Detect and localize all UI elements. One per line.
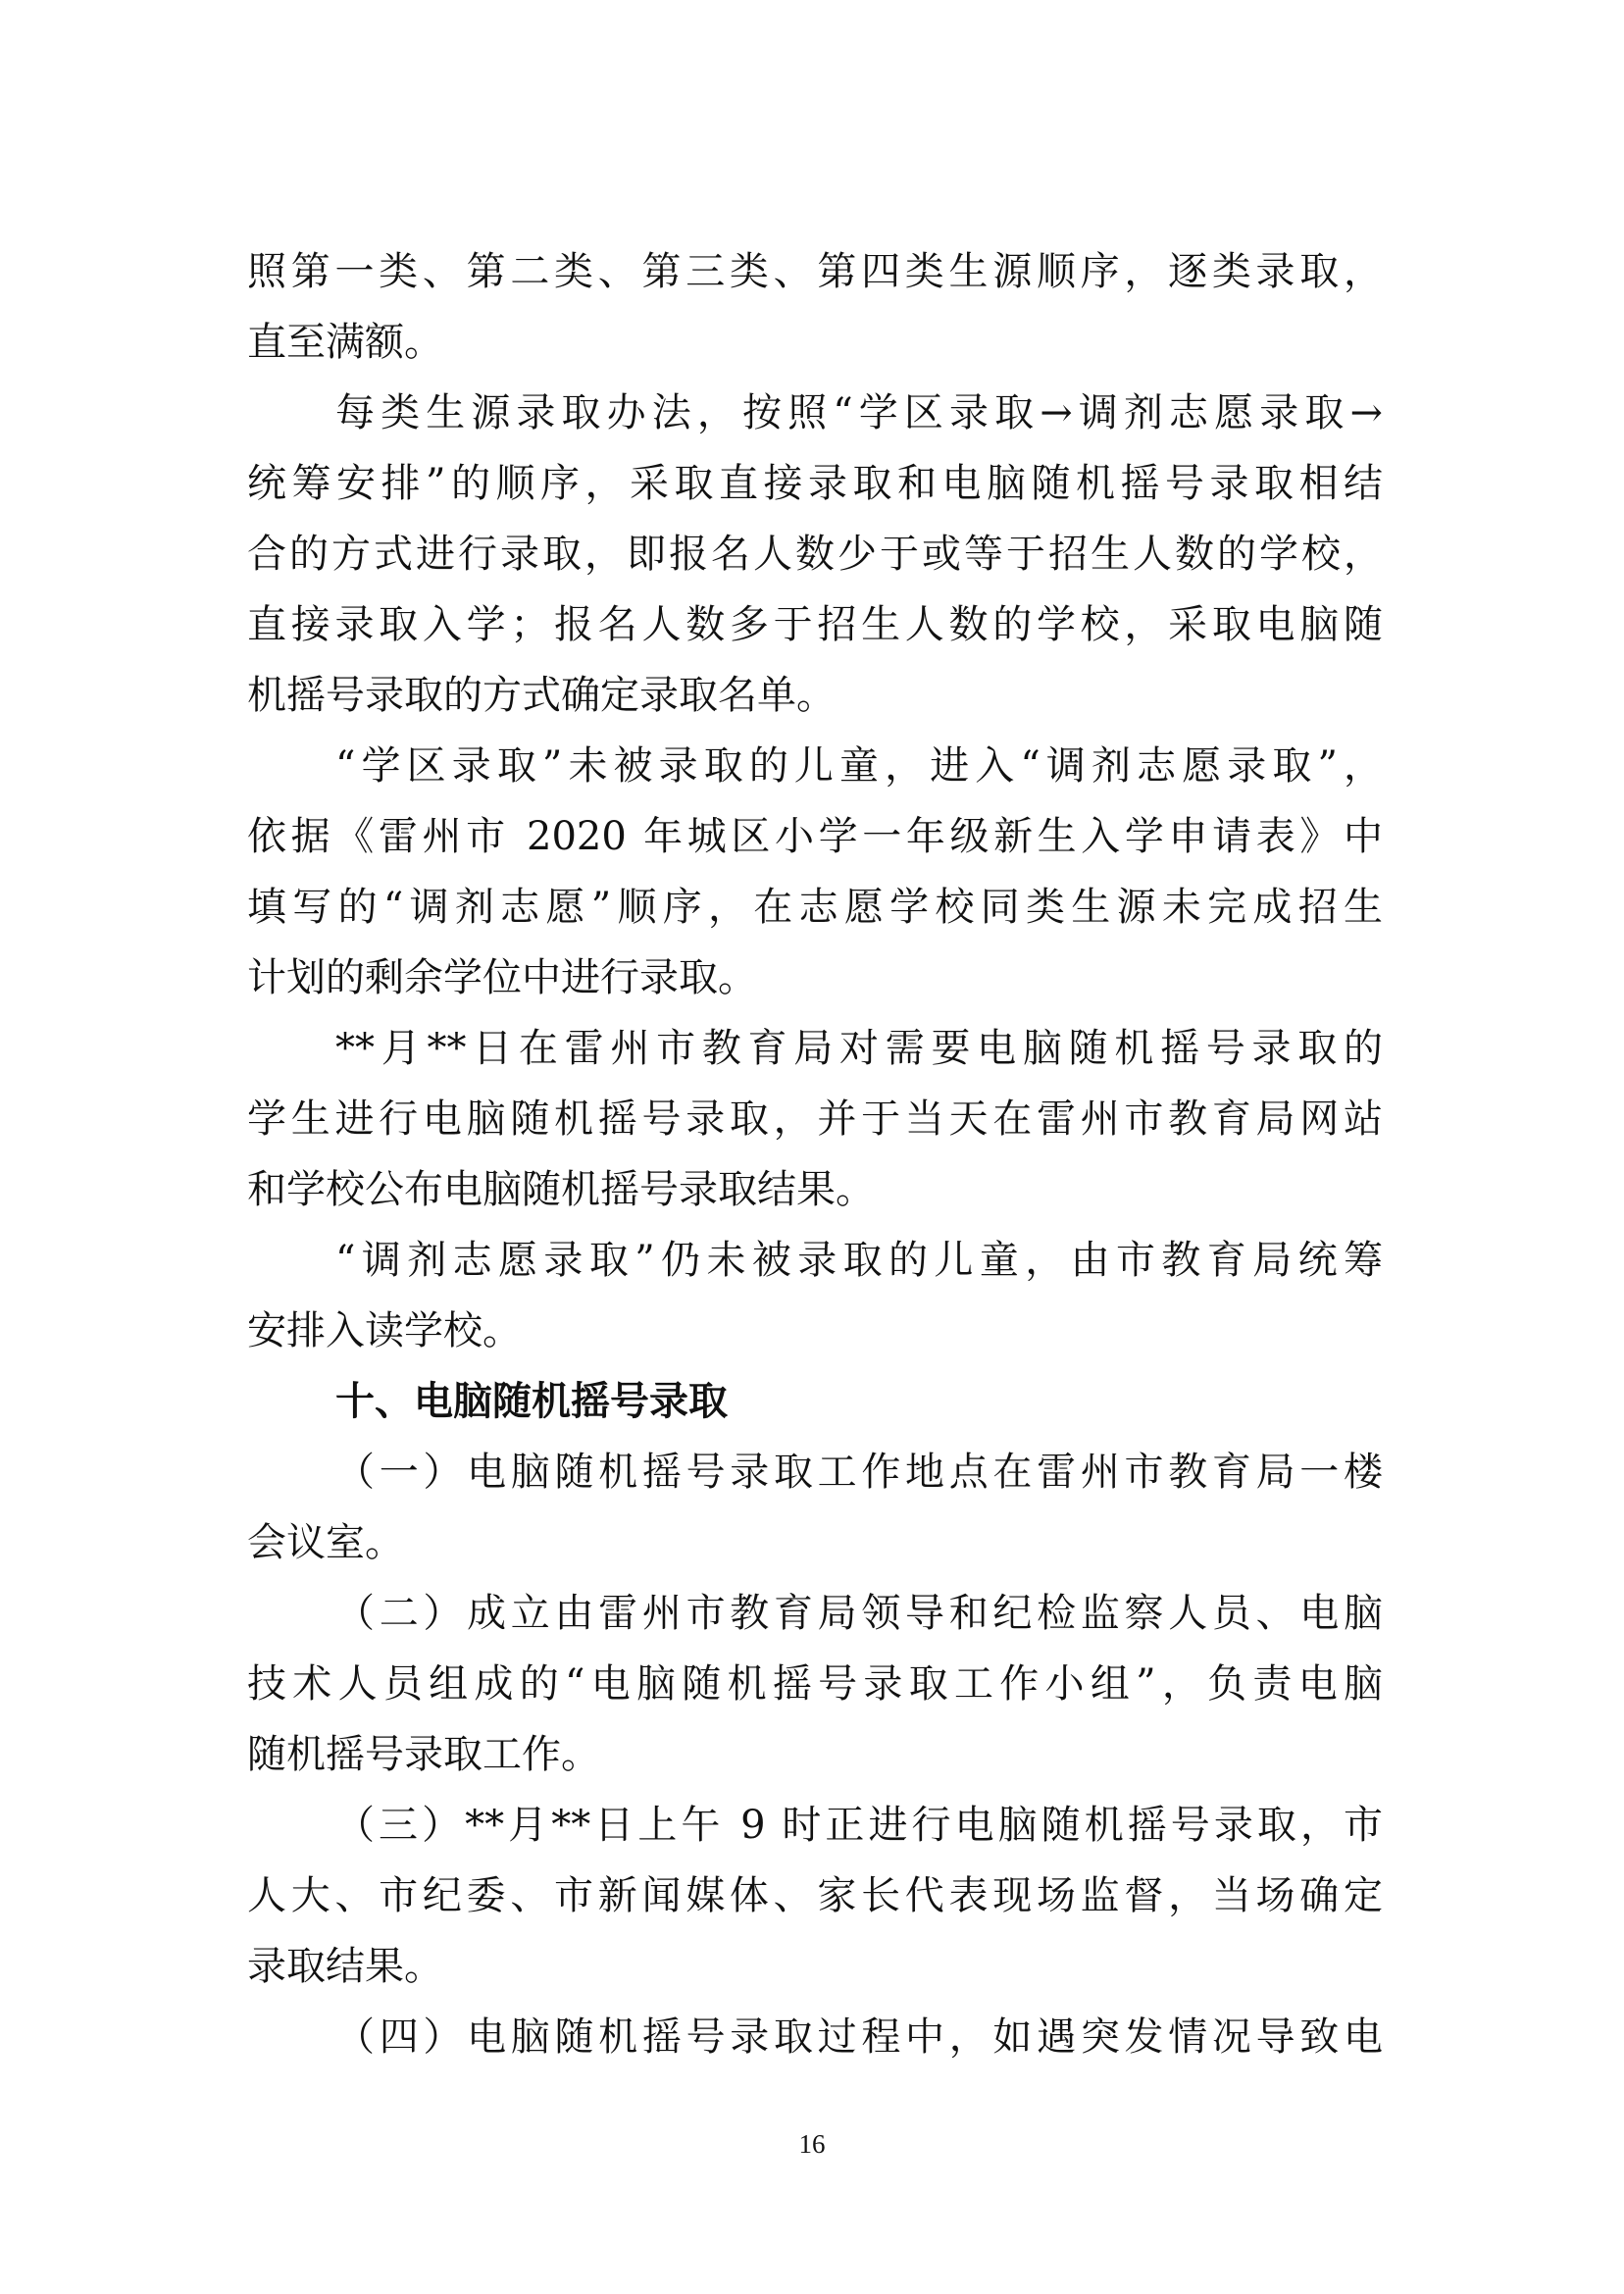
paragraph-first-line: “调剂志愿录取”仍未被录取的儿童，由市教育局统筹 bbox=[335, 1238, 1383, 1283]
body-line: 技术人员组成的“电脑随机摇号录取工作小组”，负责电脑 bbox=[247, 1661, 1383, 1707]
page-number: 16 bbox=[798, 2129, 826, 2159]
body-line: 会议室。 bbox=[247, 1520, 404, 1565]
body-line: 合的方式进行录取，即报名人数少于或等于招生人数的学校， bbox=[247, 532, 1383, 577]
paragraph-first-line: “学区录取”未被录取的儿童，进入“调剂志愿录取”， bbox=[335, 743, 1383, 789]
body-line: 人大、市纪委、市新闻媒体、家长代表现场监督，当场确定 bbox=[247, 1873, 1383, 1918]
body-line: 和学校公布电脑随机摇号录取结果。 bbox=[247, 1167, 875, 1212]
body-line: 机摇号录取的方式确定录取名单。 bbox=[247, 673, 836, 718]
paragraph-first-line: **月**日在雷州市教育局对需要电脑随机摇号录取的 bbox=[335, 1026, 1383, 1071]
section-item-first-line: （二）成立由雷州市教育局领导和纪检监察人员、电脑 bbox=[335, 1591, 1383, 1636]
section-item-first-line: （四）电脑随机摇号录取过程中，如遇突发情况导致电 bbox=[335, 2014, 1383, 2060]
body-line: 直至满额。 bbox=[247, 320, 443, 365]
body-line: 安排入读学校。 bbox=[247, 1308, 522, 1353]
paragraph-first-line: 每类生源录取办法，按照“学区录取→调剂志愿录取→ bbox=[335, 390, 1383, 435]
body-line: 学生进行电脑随机摇号录取，并于当天在雷州市教育局网站 bbox=[247, 1096, 1383, 1142]
section-heading: 十、电脑随机摇号录取 bbox=[335, 1379, 728, 1424]
body-line: 直接录取入学；报名人数多于招生人数的学校，采取电脑随 bbox=[247, 602, 1383, 647]
body-line: 填写的“调剂志愿”顺序，在志愿学校同类生源未完成招生 bbox=[247, 885, 1383, 930]
body-line: 随机摇号录取工作。 bbox=[247, 1732, 600, 1777]
section-item-first-line: （三）**月**日上午 9 时正进行电脑随机摇号录取，市 bbox=[335, 1803, 1383, 1848]
body-line: 计划的剩余学位中进行录取。 bbox=[247, 955, 757, 1000]
section-item-first-line: （一）电脑随机摇号录取工作地点在雷州市教育局一楼 bbox=[335, 1450, 1383, 1495]
body-line: 照第一类、第二类、第三类、第四类生源顺序，逐类录取， bbox=[247, 249, 1383, 294]
body-line: 录取结果。 bbox=[247, 1944, 443, 1989]
body-line: 统筹安排”的顺序，采取直接录取和电脑随机摇号录取相结 bbox=[247, 461, 1383, 506]
text-body bbox=[247, 236, 1383, 2072]
body-line: 依据《雷州市 2020 年城区小学一年级新生入学申请表》中 bbox=[247, 814, 1383, 859]
